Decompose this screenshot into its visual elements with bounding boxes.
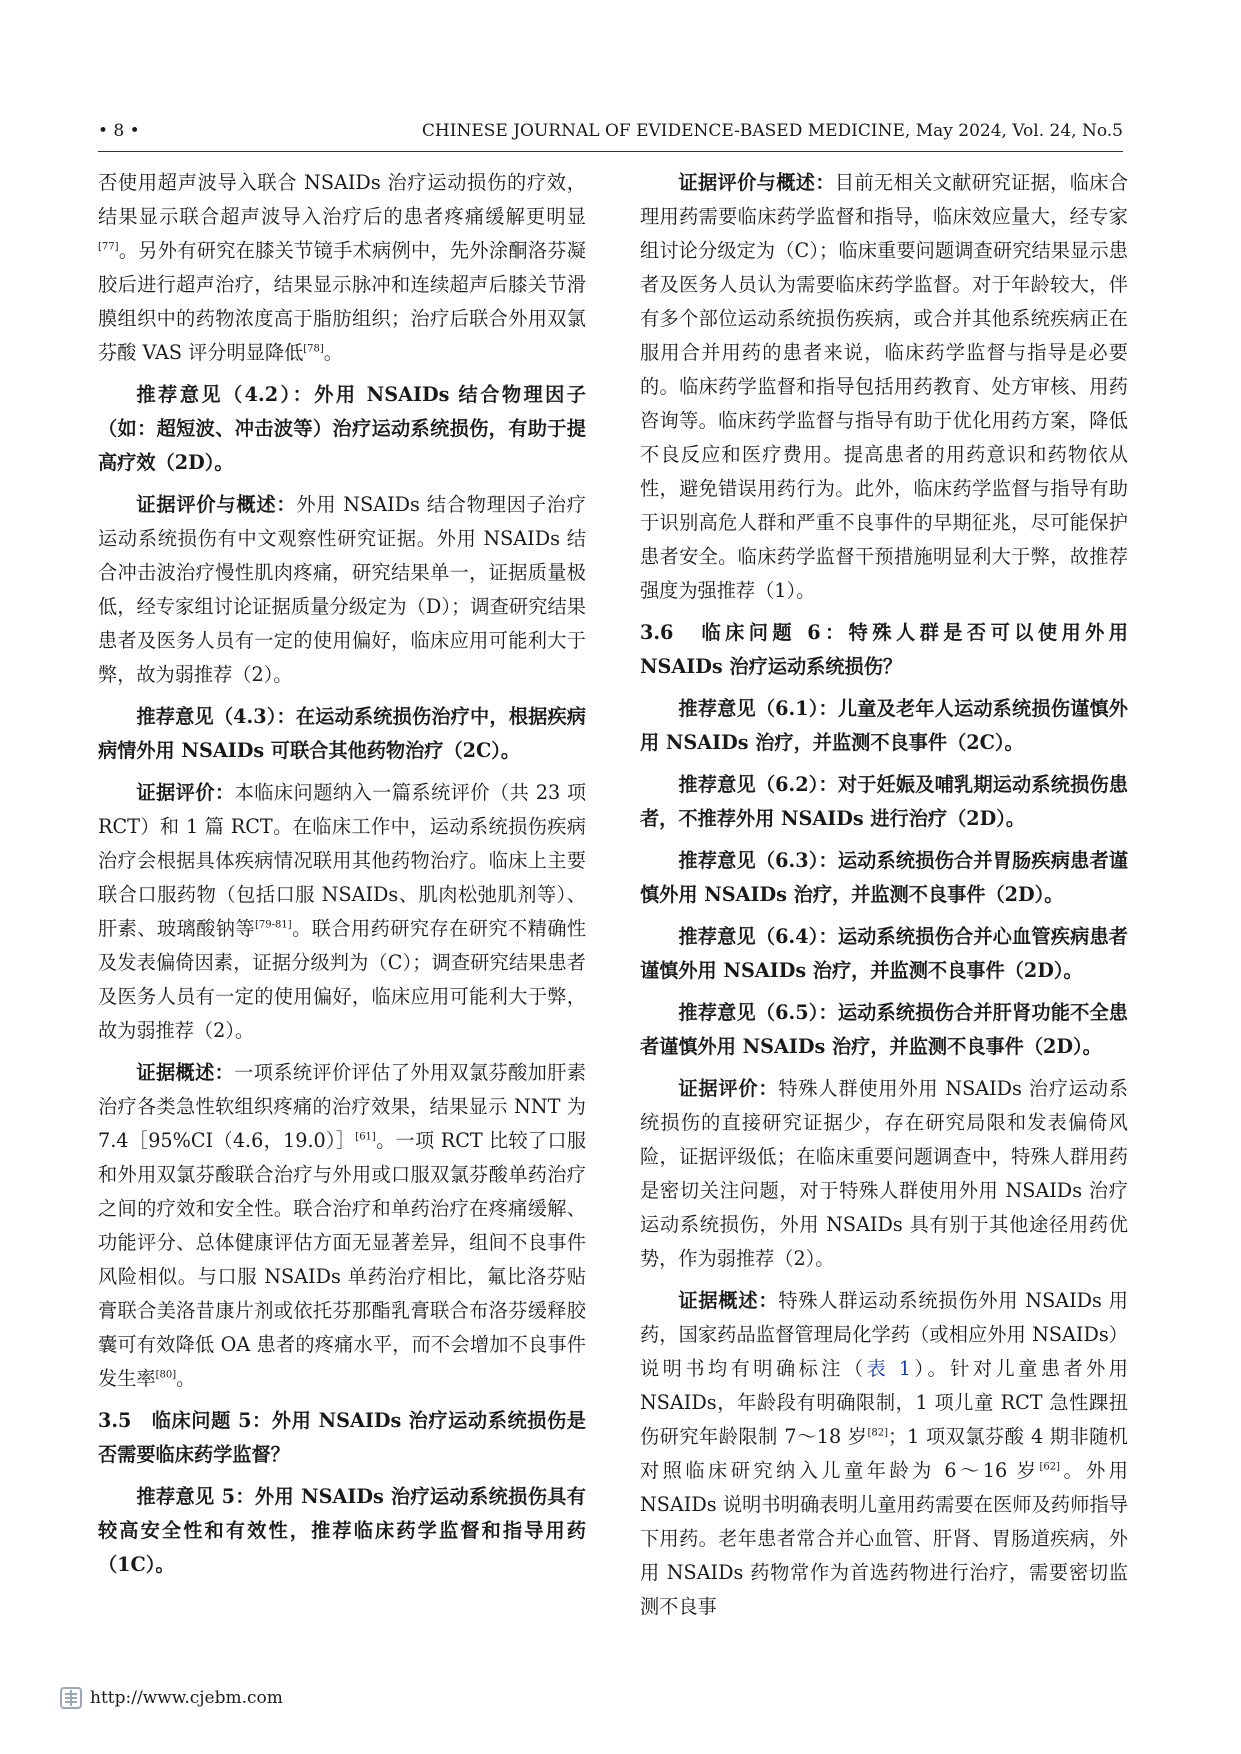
- citation[interactable]: [80]: [155, 1369, 177, 1381]
- citation[interactable]: [62]: [1039, 1461, 1060, 1473]
- paragraph: [640, 1284, 1128, 1624]
- body-text: 。另外有研究在膝关节镜手术病例中，先外涂酮洛芬凝胶后进行超声治疗，结果显示脉冲和连续超声后膝关节滑膜组织中的药物浓度高于脂肪组织；治疗后联合外用双氯芬酸 VAS 评分明显降低: [98, 239, 586, 364]
- table-link[interactable]: 表 1: [866, 1357, 912, 1380]
- body-text: 。: [323, 341, 343, 364]
- paragraph: [640, 166, 1128, 608]
- body-text: ）。针对儿童患者外用 NSAIDs，年龄段有明确限制，1 项儿童 RCT 急性踝扭伤研究年龄限制 7～18 岁: [640, 1357, 1128, 1448]
- evidence-label: 证据评价：: [136, 781, 235, 804]
- recommendation: 推荐意见 5：外用 NSAIDs 治疗运动系统损伤具有较高安全性和有效性，推荐临床药学监督和指导用药（1C）。: [98, 1485, 586, 1576]
- evidence-label: 证据概述：: [678, 1289, 779, 1312]
- evidence-label: 证据评价与概述：: [678, 171, 835, 194]
- journal-title: CHINESE JOURNAL OF EVIDENCE-BASED MEDICINE, May 2024, Vol. 24, No.5: [421, 121, 1123, 141]
- citation[interactable]: [82]: [867, 1427, 888, 1439]
- page-footer: [58, 1686, 283, 1710]
- body-text: 目前无相关文献研究证据，临床合理用药需要临床药学监督和指导，临床效应量大，经专家组讨论分级定为（C）；临床重要问题调查研究结果显示患者及医务人员认为需要临床药学监督。对于年龄较大，伴有多个部位运动系统损伤疾病，或合并其他系统疾病正在服用合并用药的患者来说，临床药学监督与指导是必要的。临床药学监督和指导包括用药教育、处方审核、用药咨询等。临床药学监督与指导有助于优化用药方案，降低不良反应和医疗费用。提高患者的用药意识和药物依从性，避免错误用药行为。此外，临床药学监督与指导有助于识别高危人群和严重不良事件的早期征兆，尽可能保护患者安全。临床药学监督干预措施明显利大于弊，故推荐强度为强推荐（1）。: [640, 171, 1129, 602]
- left-column: [98, 166, 586, 1582]
- body-text: ；1 项双氯芬酸 4 期非随机对照临床研究纳入儿童年龄为 6～16 岁: [640, 1425, 1128, 1482]
- recommendation: 推荐意见（4.3）：在运动系统损伤治疗中，根据疾病病情外用 NSAIDs 可联合其他药物治疗（2C）。: [98, 705, 586, 762]
- paragraph: [640, 1072, 1128, 1276]
- paragraph: [98, 776, 586, 1048]
- evidence-label: 证据评价：: [678, 1077, 779, 1100]
- section-heading: 3.5 临床问题 5：外用 NSAIDs 治疗运动系统损伤是否需要临床药学监督？: [98, 1409, 586, 1466]
- body-text: 一项系统评价评估了外用双氯芬酸加肝素治疗各类急性软组织疼痛的治疗效果，结果显示 NNT 为 7.4［95%CI（4.6，19.0）］: [98, 1061, 587, 1152]
- paragraph: [98, 488, 586, 692]
- paragraph: [98, 166, 586, 370]
- citation[interactable]: [78]: [303, 343, 324, 355]
- body-text: 特殊人群使用外用 NSAIDs 治疗运动系统损伤的直接研究证据少，存在研究局限和发表偏倚风险，证据评级低；在临床重要问题调查中，特殊人群用药是密切关注问题，对于特殊人群使用外用 NSAIDs 治疗运动系统损伤，外用 NSAIDs 具有别于其他途径用药优势，作为弱推荐（2）。: [640, 1077, 1128, 1270]
- recommendation: 推荐意见（6.3）：运动系统损伤合并胃肠疾病患者谨慎外用 NSAIDs 治疗，并监测不良事件（2D）。: [640, 849, 1128, 906]
- citation[interactable]: [77]: [98, 241, 119, 253]
- running-header: [98, 116, 1123, 146]
- recommendation: 推荐意见（6.4）：运动系统损伤合并心血管疾病患者谨慎外用 NSAIDs 治疗，并监测不良事件（2D）。: [640, 925, 1128, 982]
- recommendation: 推荐意见（6.2）：对于妊娠及哺乳期运动系统损伤患者，不推荐外用 NSAIDs 进行治疗（2D）。: [640, 773, 1128, 830]
- right-column: [640, 166, 1128, 1624]
- paragraph: [98, 1056, 586, 1396]
- body-text: 外用 NSAIDs 结合物理因子治疗运动系统损伤有中文观察性研究证据。外用 NSAIDs 结合冲击波治疗慢性肌肉疼痛，研究结果单一，证据质量极低，经专家组讨论证据质量分级定为（D）；调查研究结果患者及医务人员有一定的使用偏好，临床应用可能利大于弊，故为弱推荐（2）。: [98, 493, 586, 686]
- body-text: 本临床问题纳入一篇系统评价（共 23 项 RCT）和 1 篇 RCT。在临床工作中，运动系统损伤疾病治疗会根据具体疾病情况联用其他药物治疗。临床上主要联合口服药物（包括口服 NSAIDs、肌肉松弛肌剂等）、肝素、玻璃酸钠等: [98, 781, 587, 940]
- header-rule: [98, 151, 1123, 152]
- page-number: • 8 •: [98, 121, 140, 141]
- recommendation: 推荐意见（6.1）：儿童及老年人运动系统损伤谨慎外用 NSAIDs 治疗，并监测不良事件（2C）。: [640, 697, 1128, 754]
- body-text: 。外用 NSAIDs 说明书明确表明儿童用药需要在医师及药师指导下用药。老年患者常合并心血管、肝肾、胃肠道疾病，外用 NSAIDs 药物常作为首选药物进行治疗，需要密切监测不良事: [640, 1459, 1128, 1618]
- body-text: 。: [176, 1367, 196, 1390]
- recommendation: 推荐意见（6.5）：运动系统损伤合并肝肾功能不全患者谨慎外用 NSAIDs 治疗，并监测不良事件（2D）。: [640, 1001, 1128, 1058]
- body-text: 否使用超声波导入联合 NSAIDs 治疗运动损伤的疗效，结果显示联合超声波导入治疗后的患者疼痛缓解更明显: [98, 171, 586, 228]
- citation[interactable]: [79-81]: [255, 919, 292, 931]
- evidence-label: 证据评价与概述：: [136, 493, 297, 516]
- body-text: 。一项 RCT 比较了口服和外用双氯芬酸联合治疗与外用或口服双氯芬酸单药治疗之间的疗效和安全性。联合治疗和单药治疗在疼痛缓解、功能评分、总体健康评估方面无显著差异，组间不良事件风险相似。与口服 NSAIDs 单药治疗相比，氟比洛芬贴膏联合美洛昔康片剂或依托芬那酯乳膏联合布洛芬缓释胶囊可有效降低 OA 患者的疼痛水平，而不会增加不良事件发生率: [98, 1129, 587, 1390]
- section-heading: 3.6 临床问题 6：特殊人群是否可以使用外用 NSAIDs 治疗运动系统损伤？: [640, 621, 1128, 678]
- body-text: 特殊人群运动系统损伤外用 NSAIDs 用药，国家药品监督管理局化学药（或相应外用 NSAIDs）说明书均有明确标注（: [640, 1289, 1128, 1380]
- evidence-label: 证据概述：: [136, 1061, 235, 1084]
- body-text: 。联合用药研究存在研究不精确性及发表偏倚因素，证据分级判为（C）；调查研究结果患者及医务人员有一定的使用偏好，临床应用可能利大于弊，故为弱推荐（2）。: [98, 917, 587, 1042]
- footer-url[interactable]: http://www.cjebm.com: [90, 1688, 283, 1708]
- journal-logo-icon: [58, 1686, 84, 1710]
- recommendation: 推荐意见（4.2）：外用 NSAIDs 结合物理因子（如：超短波、冲击波等）治疗运动系统损伤，有助于提高疗效（2D）。: [98, 383, 586, 474]
- citation[interactable]: [61]: [355, 1131, 376, 1143]
